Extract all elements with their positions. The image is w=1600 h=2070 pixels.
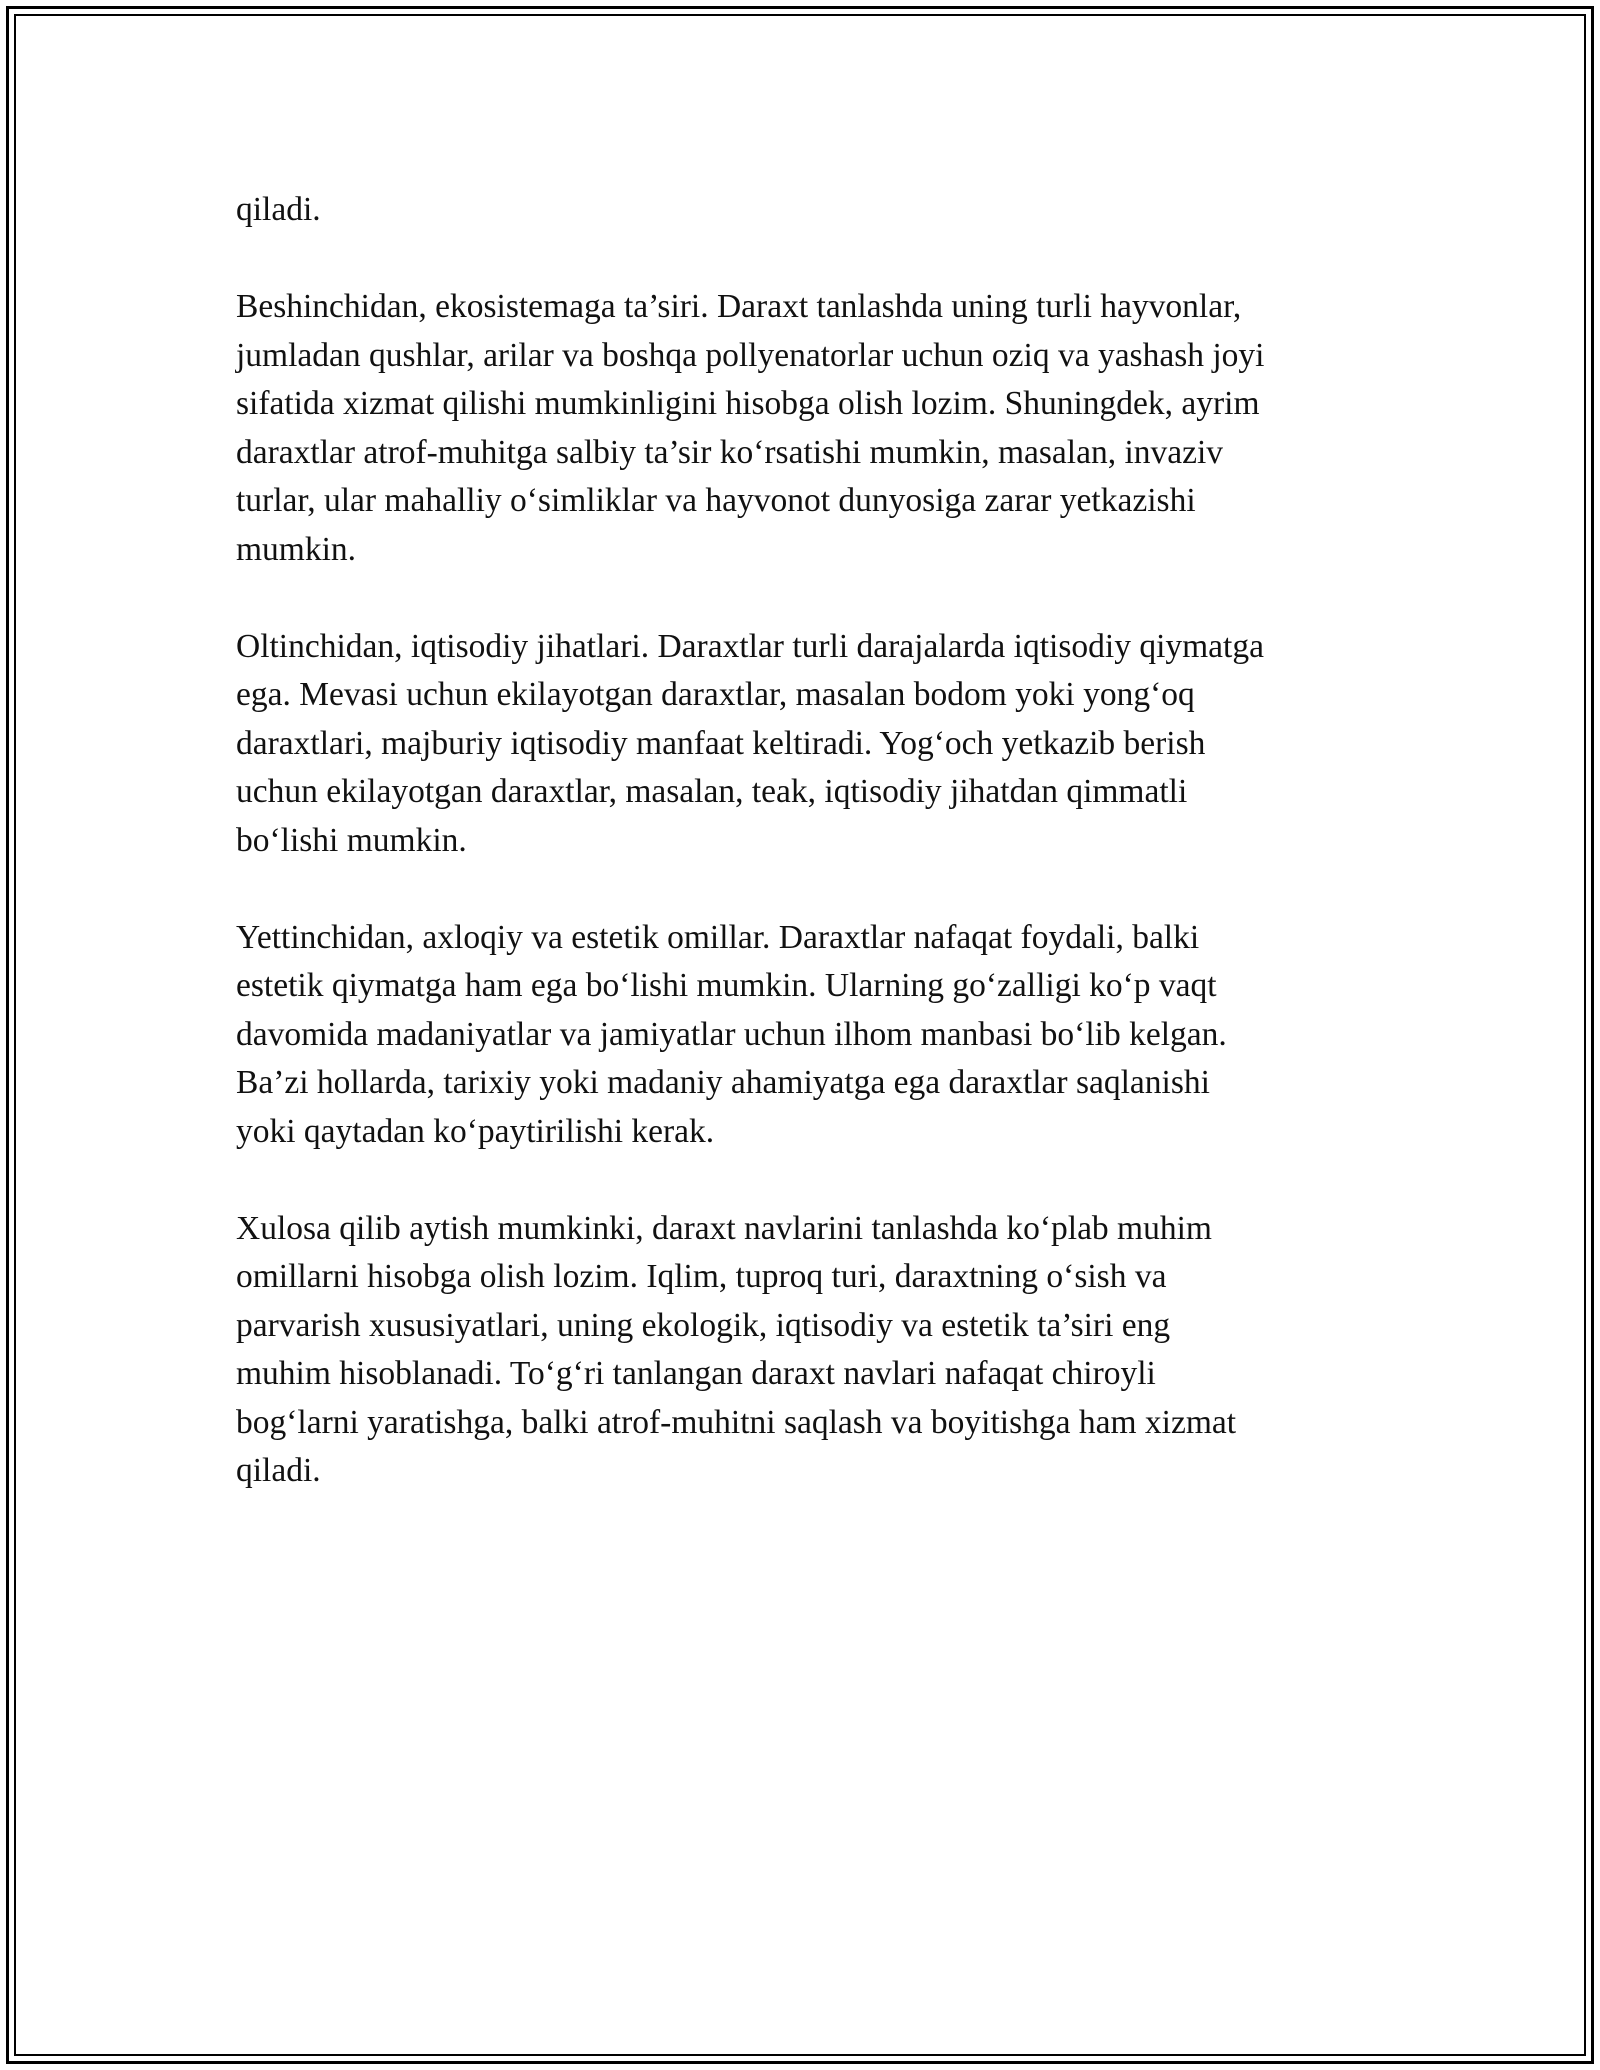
paragraph-continuation [236,186,1376,235]
document-body [236,186,1376,1496]
paragraph-ecosystem [236,283,1376,574]
text-line: Yettinchidan, axloqiy va estetik omillar. Daraxtlar nafaqat foydali, balki [236,918,1200,956]
text-line: qiladi. [236,191,321,228]
text-line: turlar, ular mahalliy o‘simliklar va hayvonot dunyosiga zarar yetkazishi [236,482,1196,519]
text-line: uchun ekilayotgan daraxtlar, masalan, teak, iqtisodiy jihatdan qimmatli [236,773,1188,810]
text-line: qiladi. [236,1452,321,1489]
text-line: Beshinchidan, ekosistemaga ta’siri. Daraxt tanlashda uning turli hayvonlar, [236,288,1242,325]
text-line: estetik qiymatga ham ega bo‘lishi mumkin. Ularning go‘zalligi ko‘p vaqt [236,967,1217,1004]
text-line: Oltinchidan, iqtisodiy jihatlari. Daraxtlar turli darajalarda iqtisodiy qiymatga [236,627,1264,665]
text-line: bog‘larni yaratishga, balki atrof-muhitni saqlash va boyitishga ham xizmat [236,1403,1237,1441]
text-line: yoki qaytadan ko‘paytirilishi kerak. [236,1112,715,1150]
text-line: bo‘lishi mumkin. [236,821,467,859]
text-line: daraxtlar atrof-muhitga salbiy ta’sir ko‘rsatishi mumkin, masalan, invaziv [236,433,1224,471]
text-line: jumladan qushlar, arilar va boshqa pollyenatorlar uchun oziq va yashash joyi [236,336,1265,374]
text-line: muhim hisoblanadi. To‘g‘ri tanlangan daraxt navlari nafaqat chiroyli [236,1355,1156,1392]
text-line: omillarni hisobga olish lozim. Iqlim, tuproq turi, daraxtning o‘sish va [236,1258,1167,1295]
text-line: parvarish xususiyatlari, uning ekologik, iqtisodiy va estetik ta’siri eng [236,1306,1171,1344]
text-line: Xulosa qilib aytish mumkinki, daraxt navlarini tanlashda ko‘plab muhim [236,1209,1212,1247]
paragraph-economic [236,623,1376,866]
text-line: Ba’zi hollarda, tarixiy yoki madaniy ahamiyatga ega daraxtlar saqlanishi [236,1064,1210,1101]
text-line: daraxtlari, majburiy iqtisodiy manfaat keltiradi. Yog‘och yetkazib berish [236,724,1206,762]
text-line: mumkin. [236,530,357,568]
paragraph-conclusion [236,1205,1376,1496]
text-line: davomida madaniyatlar va jamiyatlar uchun ilhom manbasi bo‘lib kelgan. [236,1015,1227,1053]
text-line: ega. Mevasi uchun ekilayotgan daraxtlar, masalan bodom yoki yong‘oq [236,676,1195,713]
paragraph-ethical-aesthetic [236,914,1376,1157]
text-line: sifatida xizmat qilishi mumkinligini hisobga olish lozim. Shuningdek, ayrim [236,385,1260,422]
